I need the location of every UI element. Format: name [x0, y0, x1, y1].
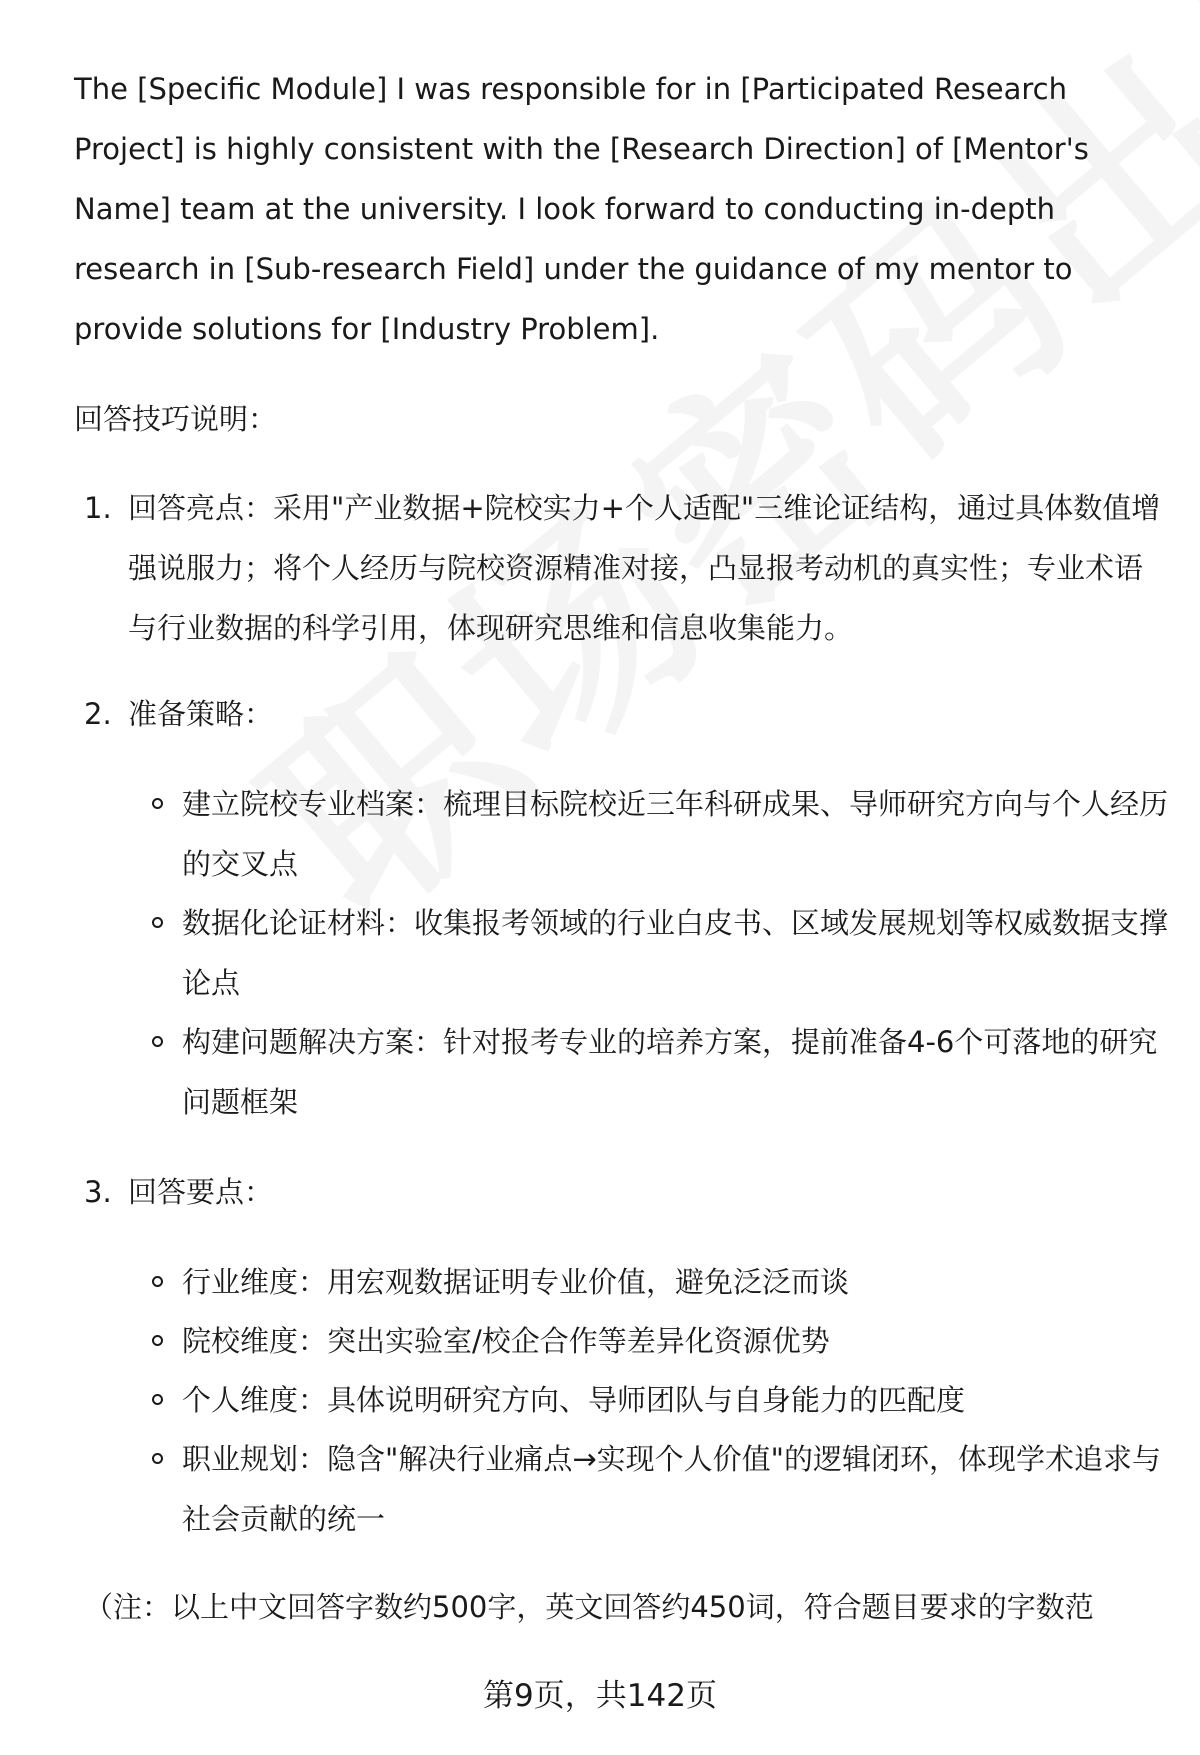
list-item-text: 数据化论证材料：收集报考领域的行业白皮书、区域发展规划等权威数据支撑论点 [182, 906, 1169, 1000]
tips-item-number: 2. [84, 697, 112, 731]
circle-bullet-icon [152, 1276, 163, 1287]
page-number: 第9页，共142页 [483, 1678, 717, 1714]
tips-item-text: 回答亮点：采用"产业数据+院校实力+个人适配"三维论证结构，通过具体数值增强说服力；将个人经历与院校资源精准对接，凸显报考动机的真实性；专业术语与行业数据的科学引用，体现研究思维和信息收集能力。 [128, 491, 1161, 645]
tips-item-number: 3. [84, 1175, 112, 1209]
list-item-text: 构建问题解决方案：针对报考专业的培养方案，提前准备4-6个可落地的研究问题框架 [182, 1025, 1158, 1119]
list-item-text: 院校维度：突出实验室/校企合作等差异化资源优势 [182, 1324, 830, 1358]
circle-bullet-icon [152, 798, 163, 809]
list-item-text: 个人维度：具体说明研究方向、导师团队与自身能力的匹配度 [182, 1383, 966, 1417]
list-item-text: 行业维度：用宏观数据证明专业价值，避免泛泛而谈 [182, 1265, 850, 1299]
list-item-text: 职业规划：隐含"解决行业痛点→实现个人价值"的逻辑闭环，体现学术追求与社会贡献的统一 [182, 1442, 1161, 1536]
tips-item-text: 准备策略： [128, 697, 274, 731]
circle-bullet-icon [152, 1394, 163, 1405]
tips-item-text: 回答要点： [128, 1175, 274, 1209]
intro-paragraph: The [Specific Module] I was responsible for in [Participated Research Project] is highly consistent with the [Research Direction] of [Mentor's Name] team at the university. I look forward to conducting in-depth research in [Sub-research Field] under the guidance of my mentor to provide solutions for [Industry Problem]. [74, 72, 1089, 346]
word-count-note: （注：以上中文回答字数约500字，英文回答约450词，符合题目要求的字数范 [84, 1590, 1094, 1624]
tips-heading: 回答技巧说明： [74, 402, 278, 436]
circle-bullet-icon [152, 1453, 163, 1464]
circle-bullet-icon [152, 1036, 163, 1047]
circle-bullet-icon [152, 1335, 163, 1346]
circle-bullet-icon [152, 917, 163, 928]
list-item-text: 建立院校专业档案：梳理目标院校近三年科研成果、导师研究方向与个人经历的交叉点 [182, 787, 1169, 881]
tips-item-number: 1. [84, 491, 112, 525]
